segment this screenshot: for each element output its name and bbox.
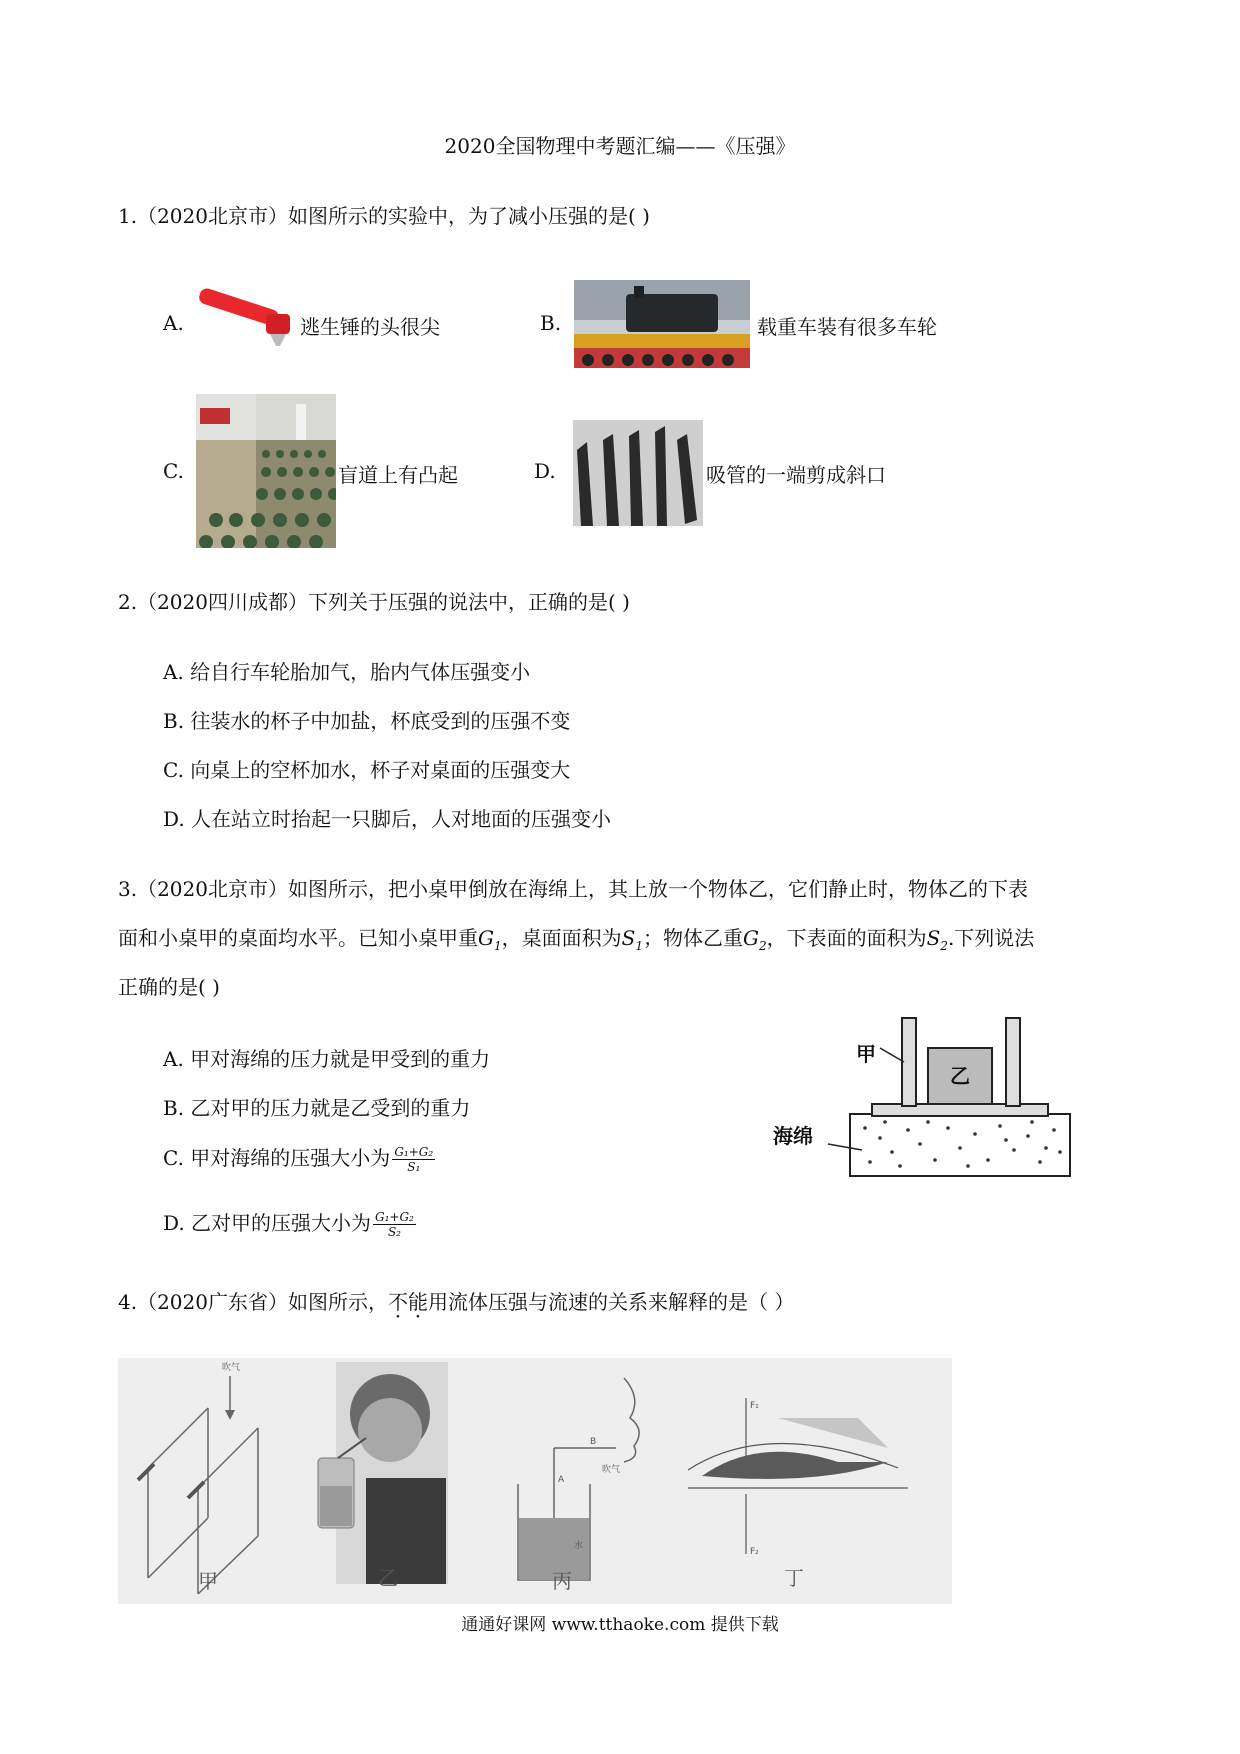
fig3-label-sponge: 海绵 bbox=[773, 1124, 813, 1148]
fig4-label-jia: 甲 bbox=[198, 1569, 218, 1593]
fig4-label-bing: 丙 bbox=[552, 1569, 572, 1593]
q3-option-b: B. 乙对甲的压力就是乙受到的重力 bbox=[163, 1096, 471, 1120]
fluid-pressure-figure bbox=[118, 1358, 952, 1604]
fig4-label-b: B bbox=[590, 1437, 597, 1447]
q3-option-c bbox=[163, 1142, 435, 1174]
q1-option-d-letter: D. bbox=[534, 459, 556, 483]
fraction-c: $\frac{\text{G₁+G₂}}{\text{S₁}}$ bbox=[394, 1145, 434, 1174]
question-3-line-1: 3.（2020北京市）如图所示，把小桌甲倒放在海绵上，其上放一个物体乙，它们静止时，物体乙的下表 bbox=[118, 877, 1028, 901]
q2-option-a: A. 给自行车轮胎加气，胎内气体压强变小 bbox=[163, 660, 531, 684]
q4-emphasis-neng: 能 bbox=[407, 1290, 428, 1314]
q3-text-seg-1: 面和小桌甲的桌面均水平。已知小桌甲重 bbox=[118, 926, 478, 950]
q1-option-a-letter: A. bbox=[163, 311, 184, 335]
cut-straws-image bbox=[573, 420, 703, 526]
question-2-stem: 2.（2020四川成都）下列关于压强的说法中，正确的是( ) bbox=[118, 590, 630, 614]
tactile-paving-image bbox=[196, 394, 336, 548]
page-footer: 通通好课网 www.tthaoke.com 提供下载 bbox=[461, 1615, 779, 1635]
q3-text-seg-4: ，下表面的面积为 bbox=[766, 926, 927, 950]
symbol-g1: $G_1$ bbox=[478, 926, 502, 953]
q3-option-d bbox=[163, 1207, 416, 1239]
q3-option-a: A. 甲对海绵的压力就是甲受到的重力 bbox=[163, 1047, 491, 1071]
table-sponge-diagram bbox=[770, 1010, 1080, 1180]
fig4-f1-label: F₁ bbox=[750, 1401, 759, 1411]
symbol-g2: $G_2$ bbox=[742, 926, 767, 953]
question-3-line-3: 正确的是( ) bbox=[118, 975, 220, 999]
heavy-truck-image bbox=[574, 280, 750, 368]
fig3-label-jia: 甲 bbox=[856, 1042, 876, 1066]
fig4-label-ding: 丁 bbox=[784, 1566, 804, 1590]
q3-text-seg-2: ，桌面面积为 bbox=[501, 926, 622, 950]
fig4-blow-label-1: 吹气 bbox=[222, 1363, 241, 1373]
q1-option-a-text: 逃生锤的头很尖 bbox=[300, 315, 440, 339]
q1-option-c-letter: C. bbox=[163, 459, 184, 483]
q3-text-seg-5: .下列说法 bbox=[947, 926, 1035, 950]
fig4-f2-label: F₂ bbox=[750, 1547, 759, 1557]
q2-option-b: B. 往装水的杯子中加盐，杯底受到的压强不变 bbox=[163, 709, 571, 733]
symbol-s1: $S_1$ bbox=[621, 926, 643, 953]
fig4-blow-label-2: 吹气 bbox=[602, 1465, 621, 1475]
q3-text-seg-3: ；物体乙重 bbox=[642, 926, 743, 950]
q1-option-c-text: 盲道上有凸起 bbox=[338, 463, 458, 487]
q1-option-d-text: 吸管的一端剪成斜口 bbox=[706, 463, 886, 487]
q4-stem-part-2: 用流体压强与流速的关系来解释的是（ ） bbox=[427, 1290, 795, 1314]
fig4-label-a: A bbox=[558, 1475, 565, 1485]
q4-emphasis-bu: 不 bbox=[387, 1290, 408, 1314]
question-3-line-2 bbox=[118, 922, 1034, 953]
fig4-label-yi: 乙 bbox=[378, 1566, 398, 1590]
q3-option-c-text: C. 甲对海绵的压强大小为 bbox=[163, 1146, 391, 1170]
q4-stem-part-1: 4.（2020广东省）如图所示， bbox=[118, 1290, 388, 1314]
q2-option-d: D. 人在站立时抬起一只脚后，人对地面的压强变小 bbox=[163, 807, 612, 831]
fig3-label-yi: 乙 bbox=[950, 1064, 970, 1088]
q2-option-c: C. 向桌上的空杯加水，杯子对桌面的压强变大 bbox=[163, 758, 571, 782]
fraction-d: $\frac{\text{G₁+G₂}}{\text{S₂}}$ bbox=[375, 1210, 414, 1239]
q1-option-b-text: 载重车装有很多车轮 bbox=[757, 315, 937, 339]
question-1-stem: 1.（2020北京市）如图所示的实验中，为了减小压强的是( ) bbox=[118, 204, 650, 228]
q1-option-b-letter: B. bbox=[540, 311, 562, 335]
q3-option-d-text: D. 乙对甲的压强大小为 bbox=[163, 1211, 372, 1235]
page-title: 2020全国物理中考题汇编——《压强》 bbox=[444, 134, 796, 158]
symbol-s2: $S_2$ bbox=[926, 926, 948, 953]
fig4-water-label: 水 bbox=[574, 1541, 584, 1551]
escape-hammer-image bbox=[196, 288, 304, 354]
question-4-stem bbox=[118, 1286, 794, 1315]
